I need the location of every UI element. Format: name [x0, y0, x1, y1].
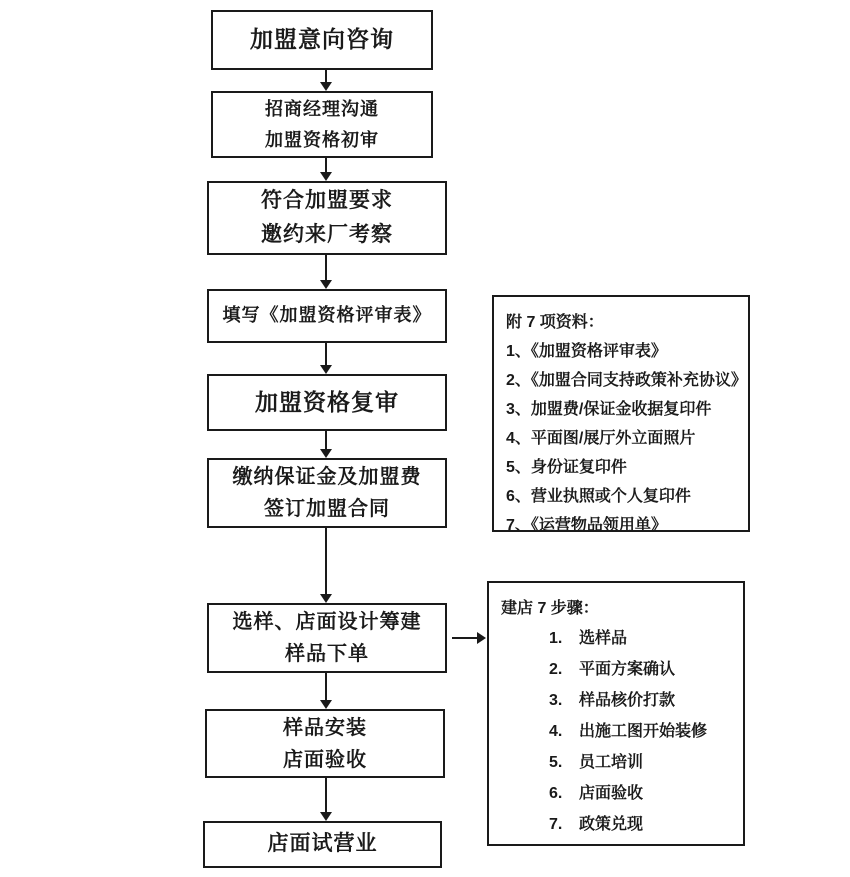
arrow-down-2: [319, 158, 333, 181]
build-step-item: [501, 654, 733, 685]
attachment-item: 4、平面图/展厅外立面照片: [506, 430, 696, 447]
build-step-item: [501, 778, 733, 809]
build-step-item: [501, 747, 733, 778]
arrow-right-to-build-steps: [452, 631, 486, 645]
flow-step-label: 签订加盟合同: [264, 498, 390, 520]
build-steps-note-box: [487, 581, 745, 846]
flow-step-pay-deposit-sign-contract: [207, 458, 447, 528]
arrow-down-8: [319, 778, 333, 821]
flow-step-fill-review-form: [207, 289, 447, 343]
flow-step-trial-opening: [203, 821, 442, 868]
flow-step-label: 店面验收: [283, 748, 367, 771]
build-step-number: 1.: [549, 630, 563, 647]
flow-step-qualification-recheck: [207, 374, 447, 431]
attachments-title: 附 7 项资料：: [506, 314, 604, 331]
flow-step-consultation: [211, 10, 433, 70]
build-step-text: 出施工图开始装修: [579, 723, 708, 740]
arrow-down-4: [319, 343, 333, 374]
build-step-text: 店面验收: [579, 785, 644, 802]
build-step-text: 平面方案确认: [579, 661, 676, 678]
attachments-list: [506, 337, 747, 540]
attachment-item: 7、《运营物品领用单》: [506, 517, 667, 534]
flow-step-label: 招商经理沟通: [265, 98, 379, 119]
arrow-down-5: [319, 431, 333, 458]
flow-step-label: 加盟意向咨询: [250, 26, 394, 53]
build-step-text: 员工培训: [579, 754, 644, 771]
arrow-down-1: [319, 70, 333, 91]
build-step-text: 政策兑现: [579, 816, 644, 833]
flow-step-factory-visit: [207, 181, 447, 255]
build-step-number: 6.: [549, 785, 563, 802]
build-step-text: 选样品: [579, 630, 628, 647]
arrow-down-3: [319, 255, 333, 289]
flow-step-label: 符合加盟要求: [261, 188, 393, 212]
build-step-item: [501, 623, 733, 654]
flow-step-label: 加盟资格初审: [265, 129, 379, 150]
build-step-number: 3.: [549, 692, 563, 709]
arrow-down-7: [319, 673, 333, 709]
flow-step-label: 邀约来厂考察: [261, 223, 393, 246]
attachment-item: 2、《加盟合同支持政策补充协议》: [506, 372, 747, 389]
flow-step-manager-communication: [211, 91, 433, 158]
build-steps-title: 建店 7 步骤：: [501, 600, 599, 617]
flow-step-label: 样品安装: [283, 716, 367, 739]
build-step-item: [501, 716, 733, 747]
build-step-text: 样品核价打款: [579, 692, 676, 709]
attachments-note-box: [492, 295, 750, 532]
arrow-down-6: [319, 528, 333, 603]
build-steps-list: [501, 623, 733, 840]
attachment-item: 5、身份证复印件: [506, 459, 627, 476]
flow-step-label: 加盟资格复审: [255, 388, 399, 415]
flow-step-sample-install-acceptance: [205, 709, 445, 778]
build-step-number: 2.: [549, 661, 563, 678]
attachment-item: 3、加盟费/保证金收据复印件: [506, 401, 712, 418]
build-step-number: 4.: [549, 723, 563, 740]
flow-step-label: 缴纳保证金及加盟费: [232, 466, 422, 488]
flow-step-store-design-sample-order: [207, 603, 447, 673]
build-step-number: 5.: [549, 754, 563, 771]
attachment-item: 1、《加盟资格评审表》: [506, 343, 667, 360]
flow-step-label: 选样、店面设计筹建: [232, 611, 422, 633]
flow-step-label: 店面试营业: [267, 832, 378, 856]
build-step-number: 7.: [549, 816, 563, 833]
flow-step-label: 样品下单: [285, 643, 369, 665]
flow-step-label: 填写《加盟资格评审表》: [222, 305, 432, 326]
build-step-item: [501, 809, 733, 840]
build-step-item: [501, 685, 733, 716]
attachment-item: 6、营业执照或个人复印件: [506, 488, 691, 505]
